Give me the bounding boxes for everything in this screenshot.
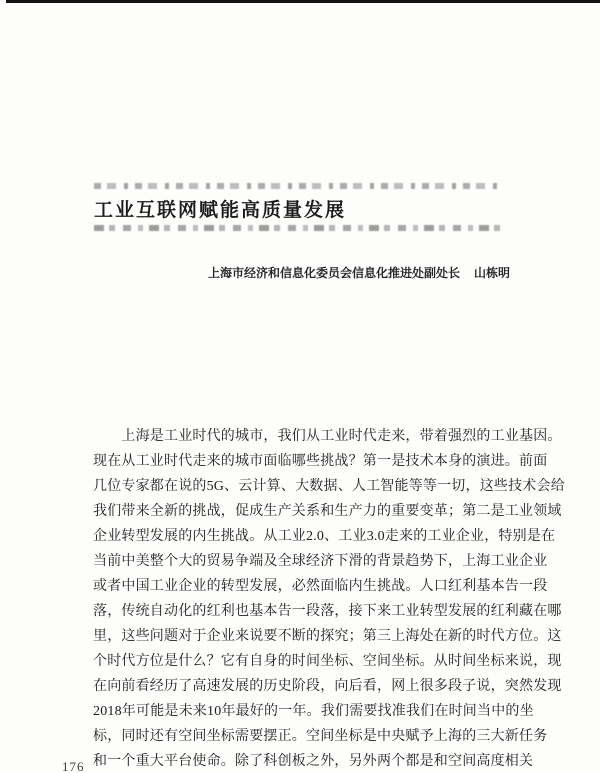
body-text-line: 落，传统自动化的红利也基本告一段落，接下来工业转型发展的红利藏在哪	[93, 604, 562, 619]
body-text-line: 现在从工业时代走来的城市面临哪些挑战？第一是技术本身的演进。前面	[93, 454, 548, 469]
body-text-line: 标，同时还有空间坐标需要摆正。空间坐标是中央赋予上海的三大新任务	[93, 729, 548, 744]
body-text-line: 上海是工业时代的城市，我们从工业时代走来，带着强烈的工业基因。	[93, 429, 562, 444]
body-text-line: 在向前看经历了高速发展的历史阶段，向后看，网上很多段子说，突然发现	[93, 679, 562, 694]
body-text-line: 几位专家都在说的5G、云计算、大数据、人工智能等等一切，这些技术会给	[93, 479, 565, 494]
article-title: 工业互联网赋能高质量发展	[94, 200, 347, 221]
body-text-line: 个时代方位是什么？它有自身的时间坐标、空间坐标。从时间坐标来说，现	[93, 654, 562, 669]
body-text-line: 我们带来全新的挑战，促成生产关系和生产力的重要变革；第二是工业领域	[93, 504, 562, 519]
body-text-line: 里，这些问题对于企业来说要不断的探究；第三上海处在新的时代方位。这	[93, 629, 562, 644]
body-text-line: 2018年可能是未来10年最好的一年。我们需要找准我们在时间当中的坐	[93, 704, 534, 719]
scan-edge-artifact	[6, 0, 600, 3]
byline-role: 上海市经济和信息化委员会信息化推进处副处长	[207, 266, 460, 280]
byline-author: 山栋明	[473, 266, 510, 280]
body-text-line: 当前中美整个大的贸易争端及全球经济下滑的背景趋势下，上海工业企业	[93, 554, 548, 569]
scan-bleedthrough-artifact-below-title	[94, 225, 506, 231]
scan-bleedthrough-artifact-above-title	[94, 183, 504, 189]
page-number: 176	[62, 759, 85, 773]
article-byline	[208, 264, 510, 281]
article-body	[93, 424, 565, 773]
body-text-line: 和一个重大平台使命。除了科创板之外，另外两个都是和空间高度相关	[93, 754, 534, 769]
body-text-line: 或者中国工业企业的转型发展，必然面临内生挑战。人口红利基本告一段	[93, 579, 548, 594]
body-text-line: 企业转型发展的内生挑战。从工业2.0、工业3.0走来的工业企业，特别是在	[93, 529, 556, 544]
